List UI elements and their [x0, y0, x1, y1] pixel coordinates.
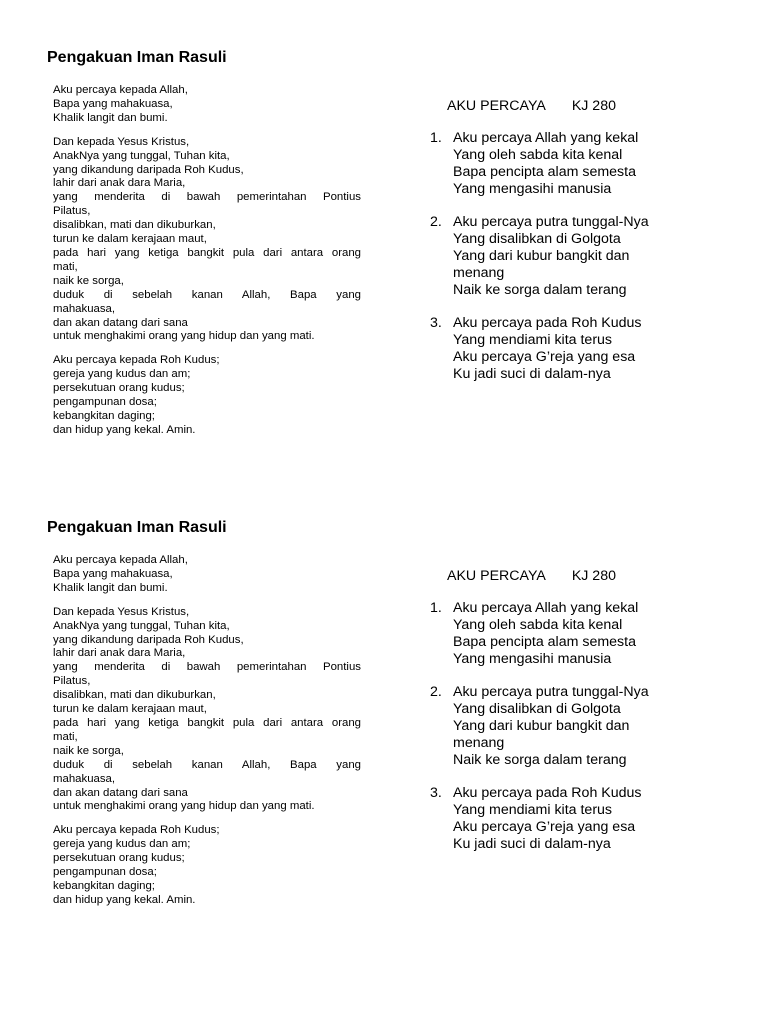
creed-line: dan akan datang dari sana	[53, 316, 188, 329]
hymn-verses	[430, 600, 750, 853]
creed-line: yang dikandung daripada Roh Kudus,	[53, 163, 244, 176]
creed-line: mahakuasa,	[53, 772, 116, 785]
creed-title: Pengakuan Iman Rasuli	[47, 49, 227, 66]
creed-line: dan hidup yang kekal. Amin.	[53, 423, 196, 436]
hymn-verses	[430, 130, 750, 383]
creed-line: kebangkitan daging;	[53, 409, 155, 422]
hymn-number: KJ 280	[571, 98, 616, 114]
verse-line: Yang disalibkan di Golgota	[453, 701, 621, 717]
verse-line: Aku percaya pada Roh Kudus	[453, 315, 642, 331]
hymn-title: AKU PERCAYA	[447, 568, 546, 584]
creed-line: yang menderita di bawah pemerintahan Pontius	[53, 661, 361, 674]
creed-line: Bapa yang mahakuasa,	[53, 567, 173, 580]
creed-line: pengampunan dosa;	[53, 866, 157, 879]
creed-line: naik ke sorga,	[53, 744, 124, 757]
creed-line: Dan kepada Yesus Kristus,	[53, 135, 190, 148]
creed-line: Pilatus,	[53, 675, 91, 688]
creed-line: AnakNya yang tunggal, Tuhan kita,	[53, 619, 230, 632]
creed-line: turun ke dalam kerajaan maut,	[53, 703, 207, 716]
creed-line: gereja yang kudus dan am;	[53, 368, 191, 381]
creed-paragraph	[53, 354, 361, 437]
creed-line: kebangkitan daging;	[53, 879, 155, 892]
hymn-verse	[430, 315, 750, 383]
verse-line: Aku percaya G’reja yang esa	[453, 819, 636, 835]
hymn	[430, 568, 750, 869]
verse-line: Aku percaya pada Roh Kudus	[453, 785, 642, 801]
creed-line: mahakuasa,	[53, 302, 116, 315]
creed-line: pada hari yang ketiga bangkit pula dari antara orang	[53, 716, 361, 729]
creed-line: Aku percaya kepada Roh Kudus;	[53, 824, 220, 837]
creed-line: Pilatus,	[53, 205, 91, 218]
hymn-verse	[430, 214, 750, 299]
hymn-verse	[430, 785, 750, 853]
creed-paragraph	[53, 824, 361, 907]
creed-line: Aku percaya kepada Roh Kudus;	[53, 354, 220, 367]
verse-line: menang	[453, 735, 505, 751]
creed-text	[53, 84, 361, 448]
verse-line: Ku jadi suci di dalam-nya	[453, 836, 611, 852]
creed-paragraph	[53, 554, 361, 596]
creed-paragraph	[53, 84, 361, 126]
creed-text	[53, 554, 361, 918]
creed-line: duduk di sebelah kanan Allah, Bapa yang	[53, 288, 361, 301]
verse-number: 2.	[430, 684, 442, 700]
creed-line: duduk di sebelah kanan Allah, Bapa yang	[53, 758, 361, 771]
creed-line: Khalik langit dan bumi.	[53, 111, 168, 124]
verse-line: Yang oleh sabda kita kenal	[453, 147, 623, 163]
creed-line: dan hidup yang kekal. Amin.	[53, 893, 196, 906]
creed-line: untuk menghakimi orang yang hidup dan yang mati.	[53, 330, 315, 343]
hymn-title: AKU PERCAYA	[447, 98, 546, 114]
verse-line: Yang dari kubur bangkit dan	[453, 248, 630, 264]
verse-line: Aku percaya putra tunggal-Nya	[453, 684, 649, 700]
verse-line: Aku percaya Allah yang kekal	[453, 130, 639, 146]
creed-block	[0, 470, 768, 940]
creed-line: Khalik langit dan bumi.	[53, 581, 168, 594]
verse-line: Aku percaya putra tunggal-Nya	[453, 214, 649, 230]
creed-line: lahir dari anak dara Maria,	[53, 177, 186, 190]
creed-line: lahir dari anak dara Maria,	[53, 647, 186, 660]
verse-line: Aku percaya Allah yang kekal	[453, 600, 639, 616]
hymn	[430, 98, 750, 399]
verse-line: menang	[453, 265, 505, 281]
creed-line: pengampunan dosa;	[53, 396, 157, 409]
verse-number: 3.	[430, 315, 442, 331]
creed-line: disalibkan, mati dan dikuburkan,	[53, 219, 216, 232]
creed-line: pada hari yang ketiga bangkit pula dari antara orang	[53, 246, 361, 259]
creed-line: mati,	[53, 260, 78, 273]
verse-line: Bapa pencipta alam semesta	[453, 634, 636, 650]
creed-title: Pengakuan Iman Rasuli	[47, 519, 227, 536]
verse-number: 3.	[430, 785, 442, 801]
verse-line: Bapa pencipta alam semesta	[453, 164, 636, 180]
creed-line: mati,	[53, 730, 78, 743]
verse-line: Naik ke sorga dalam terang	[453, 282, 627, 298]
hymn-verse	[430, 130, 750, 198]
creed-paragraph	[53, 136, 361, 345]
creed-line: naik ke sorga,	[53, 274, 124, 287]
creed-line: AnakNya yang tunggal, Tuhan kita,	[53, 149, 230, 162]
verse-line: Yang mengasihi manusia	[453, 181, 612, 197]
creed-line: yang menderita di bawah pemerintahan Pontius	[53, 191, 361, 204]
hymn-header	[447, 98, 750, 115]
hymn-header	[447, 568, 750, 585]
creed-line: turun ke dalam kerajaan maut,	[53, 233, 207, 246]
creed-line: untuk menghakimi orang yang hidup dan yang mati.	[53, 800, 315, 813]
verse-number: 1.	[430, 600, 442, 616]
creed-line: persekutuan orang kudus;	[53, 852, 185, 865]
verse-line: Yang disalibkan di Golgota	[453, 231, 621, 247]
creed-line: dan akan datang dari sana	[53, 786, 188, 799]
hymn-verse	[430, 684, 750, 769]
creed-block	[0, 0, 768, 470]
verse-line: Aku percaya G’reja yang esa	[453, 349, 636, 365]
creed-line: Dan kepada Yesus Kristus,	[53, 605, 190, 618]
verse-number: 1.	[430, 130, 442, 146]
creed-line: disalibkan, mati dan dikuburkan,	[53, 689, 216, 702]
creed-line: gereja yang kudus dan am;	[53, 838, 191, 851]
verse-line: Yang dari kubur bangkit dan	[453, 718, 630, 734]
verse-line: Yang mendiami kita terus	[453, 802, 613, 818]
creed-paragraph	[53, 606, 361, 815]
hymn-number: KJ 280	[571, 568, 616, 584]
verse-line: Yang oleh sabda kita kenal	[453, 617, 623, 633]
verse-line: Yang mengasihi manusia	[453, 651, 612, 667]
creed-line: Bapa yang mahakuasa,	[53, 97, 173, 110]
creed-line: persekutuan orang kudus;	[53, 382, 185, 395]
creed-line: yang dikandung daripada Roh Kudus,	[53, 633, 244, 646]
verse-line: Ku jadi suci di dalam-nya	[453, 366, 611, 382]
creed-line: Aku percaya kepada Allah,	[53, 84, 188, 96]
creed-line: Aku percaya kepada Allah,	[53, 554, 188, 566]
hymn-verse	[430, 600, 750, 668]
verse-line: Yang mendiami kita terus	[453, 332, 613, 348]
verse-line: Naik ke sorga dalam terang	[453, 752, 627, 768]
verse-number: 2.	[430, 214, 442, 230]
